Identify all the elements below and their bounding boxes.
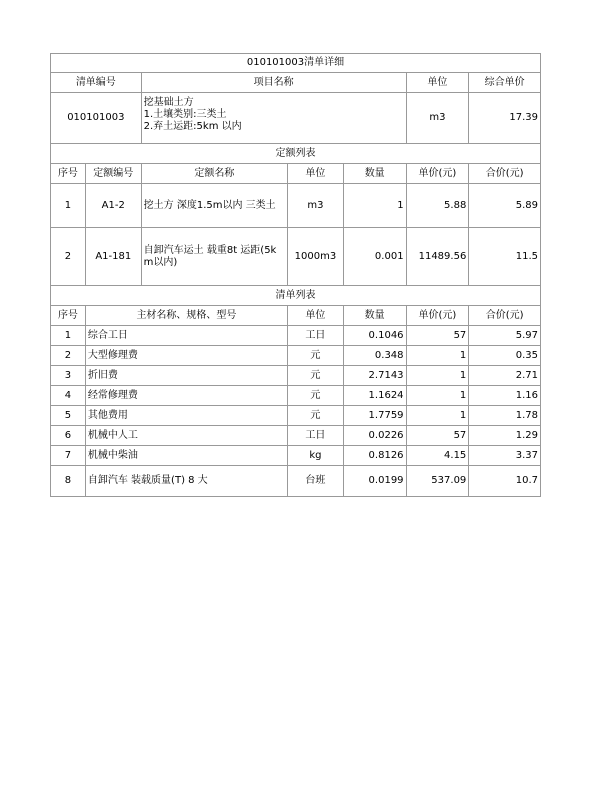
quota-seq: 2 xyxy=(51,228,86,285)
quota-total-header: 合价(元) xyxy=(485,167,524,179)
materials-qty: 0.0199 xyxy=(344,466,407,496)
bill-header-row xyxy=(50,73,541,93)
materials-seq: 1 xyxy=(51,326,86,345)
materials-name: 折旧费 xyxy=(86,366,288,385)
materials-unit: 元 xyxy=(288,366,344,385)
materials-seq: 6 xyxy=(51,426,86,445)
materials-unit-price: 537.09 xyxy=(407,466,470,496)
materials-price-header: 单价(元) xyxy=(407,306,470,325)
bill-detail-sheet xyxy=(50,53,541,497)
quota-total: 11.5 xyxy=(515,250,539,262)
materials-total: 2.71 xyxy=(515,369,538,381)
materials-row xyxy=(50,346,541,366)
materials-header-row xyxy=(50,306,541,326)
materials-unit-price: 4.15 xyxy=(407,446,470,465)
materials-row xyxy=(50,426,541,446)
quota-code: A1-2 xyxy=(86,184,142,227)
materials-name: 机械中柴油 xyxy=(86,446,288,465)
bill-name xyxy=(142,93,407,143)
materials-qty-header: 数量 xyxy=(344,306,407,325)
materials-total: 0.35 xyxy=(515,349,538,361)
materials-unit-price: 1 xyxy=(407,386,470,405)
quota-section-row xyxy=(50,144,541,164)
quota-row xyxy=(50,228,541,286)
materials-qty: 0.1046 xyxy=(344,326,407,345)
quota-header-row xyxy=(50,164,541,184)
materials-qty: 0.348 xyxy=(344,346,407,365)
materials-qty: 0.0226 xyxy=(344,426,407,445)
bill-name-line: 2.弃土运距:5km 以内 xyxy=(143,121,242,132)
materials-qty: 2.7143 xyxy=(344,366,407,385)
materials-row xyxy=(50,326,541,346)
bill-price-header: 综合单价 xyxy=(484,76,525,88)
bill-unit: m3 xyxy=(407,93,470,143)
materials-row xyxy=(50,386,541,406)
quota-qty-header: 数量 xyxy=(344,164,407,183)
materials-qty: 1.1624 xyxy=(344,386,407,405)
quota-price-header: 单价(元) xyxy=(407,164,470,183)
materials-unit-header: 单位 xyxy=(288,306,344,325)
materials-name-header: 主材名称、规格、型号 xyxy=(86,306,288,325)
quota-name: 自卸汽车运土 载重8t 运距(5km以内) xyxy=(143,244,277,268)
materials-section-title: 清单列表 xyxy=(275,289,316,301)
materials-name: 综合工日 xyxy=(86,326,288,345)
materials-name: 经常修理费 xyxy=(86,386,288,405)
materials-name: 自卸汽车 装载质量(T) 8 大 xyxy=(86,466,288,496)
materials-unit-price: 1 xyxy=(407,406,470,425)
quota-name-cell xyxy=(142,228,288,285)
materials-seq: 3 xyxy=(51,366,86,385)
bill-code-header: 清单编号 xyxy=(51,73,142,92)
materials-unit: 台班 xyxy=(288,466,344,496)
quota-seq-header: 序号 xyxy=(51,164,86,183)
quota-qty: 0.001 xyxy=(344,228,407,285)
materials-total: 1.29 xyxy=(515,429,538,441)
materials-qty: 1.7759 xyxy=(344,406,407,425)
quota-unit-header: 单位 xyxy=(288,164,344,183)
quota-seq: 1 xyxy=(51,184,86,227)
materials-name: 其他费用 xyxy=(86,406,288,425)
quota-code: A1-181 xyxy=(86,228,142,285)
quota-name-cell xyxy=(142,184,288,227)
bill-price: 17.39 xyxy=(509,112,538,123)
materials-seq: 5 xyxy=(51,406,86,425)
materials-unit: 工日 xyxy=(288,326,344,345)
materials-qty: 0.8126 xyxy=(344,446,407,465)
materials-total: 1.78 xyxy=(515,409,538,421)
materials-unit-price: 1 xyxy=(407,346,470,365)
materials-name: 大型修理费 xyxy=(86,346,288,365)
materials-total: 1.16 xyxy=(515,389,538,401)
bill-code: 010101003 xyxy=(51,93,142,143)
materials-table-body xyxy=(50,326,541,497)
materials-total: 5.97 xyxy=(515,329,538,341)
materials-row xyxy=(50,466,541,497)
materials-unit-price: 1 xyxy=(407,366,470,385)
materials-seq: 4 xyxy=(51,386,86,405)
quota-unit-price: 11489.56 xyxy=(407,228,470,285)
bill-name-header: 项目名称 xyxy=(142,73,407,92)
quota-row xyxy=(50,184,541,228)
materials-section-row xyxy=(50,286,541,306)
bill-name-line: 1.土壤类别:三类土 xyxy=(143,109,227,120)
quota-unit-price: 5.88 xyxy=(407,184,470,227)
materials-row xyxy=(50,366,541,386)
bill-item-row xyxy=(50,93,541,144)
materials-seq: 2 xyxy=(51,346,86,365)
quota-section-title: 定额列表 xyxy=(275,147,316,159)
materials-unit: kg xyxy=(288,446,344,465)
materials-total-header: 合价(元) xyxy=(485,309,524,321)
quota-unit: m3 xyxy=(288,184,344,227)
bill-name-line: 挖基础土方 xyxy=(143,97,194,108)
materials-total: 10.7 xyxy=(515,475,538,486)
materials-row xyxy=(50,406,541,426)
sheet-title: 010101003清单详细 xyxy=(246,57,345,68)
quota-code-header: 定额编号 xyxy=(86,164,142,183)
materials-row xyxy=(50,446,541,466)
materials-name: 机械中人工 xyxy=(86,426,288,445)
materials-unit: 元 xyxy=(288,346,344,365)
quota-name: 挖土方 深度1.5m以内 三类土 xyxy=(143,199,276,211)
quota-qty: 1 xyxy=(344,184,407,227)
bill-unit-header: 单位 xyxy=(407,73,470,92)
materials-seq-header: 序号 xyxy=(51,306,86,325)
quota-name-header: 定额名称 xyxy=(142,164,288,183)
materials-unit-price: 57 xyxy=(407,426,470,445)
materials-unit: 工日 xyxy=(288,426,344,445)
materials-total: 3.37 xyxy=(515,449,538,461)
sheet-title-row xyxy=(50,53,541,73)
materials-seq: 8 xyxy=(51,466,86,496)
materials-unit: 元 xyxy=(288,406,344,425)
materials-unit-price: 57 xyxy=(407,326,470,345)
quota-total: 5.89 xyxy=(515,199,539,211)
quota-unit: 1000m3 xyxy=(288,228,344,285)
materials-unit: 元 xyxy=(288,386,344,405)
materials-seq: 7 xyxy=(51,446,86,465)
